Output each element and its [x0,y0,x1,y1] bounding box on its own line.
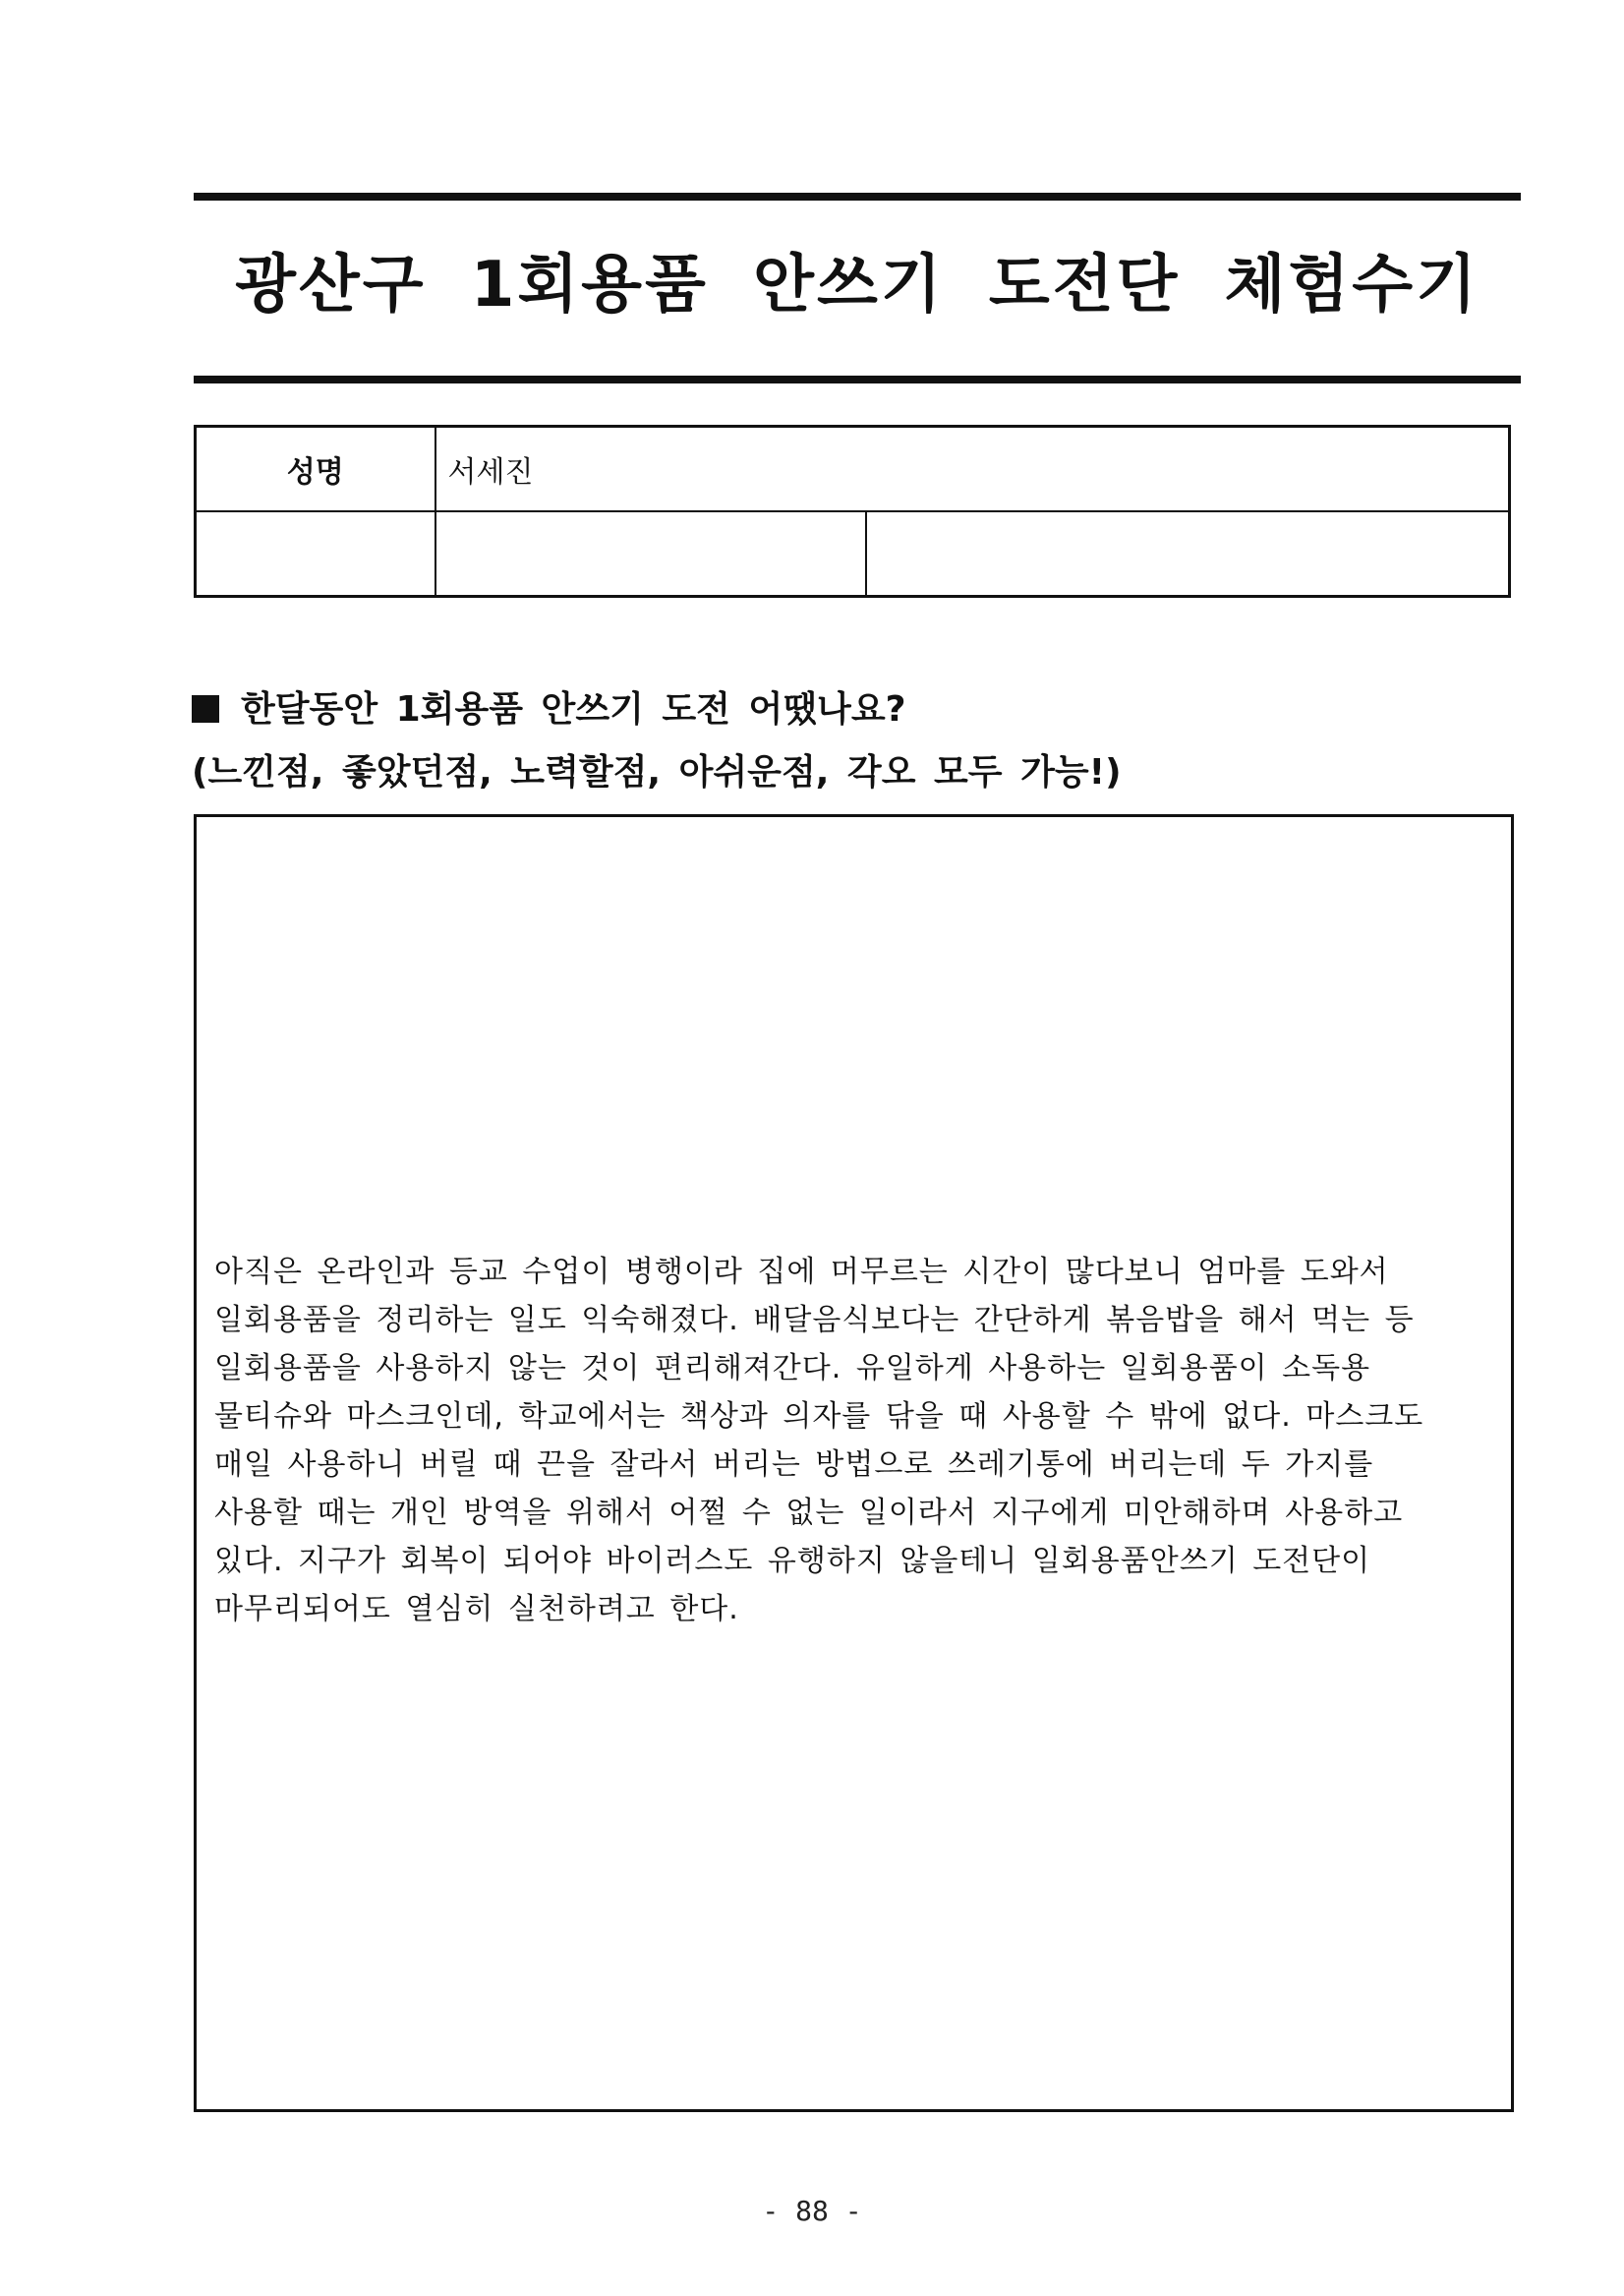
answer-line: 일회용품을 사용하지 않는 것이 편리해져간다. 유일하게 사용하는 일회용품이 소독용 [214,1351,1371,1385]
name-value: 서세진 [435,427,1510,512]
answer-line: 아직은 온라인과 등교 수업이 병행이라 집에 머무르는 시간이 많다보니 엄마를 도와서 [214,1255,1389,1289]
answer-line: 일회용품을 정리하는 일도 익숙해졌다. 배달음식보다는 간단하게 볶음밥을 해서 먹는 등 [214,1303,1415,1337]
document-title: 광산구 1회용품 안쓰기 도전단 체험수기 [235,249,1479,322]
question-heading [192,678,1529,804]
answer-line: 매일 사용하니 버릴 때 끈을 잘라서 버리는 방법으로 쓰레기통에 버리는데 두 가지를 [214,1447,1374,1482]
page-number: - 88 - [762,2195,862,2227]
answer-box [194,814,1514,2112]
name-label: 성명 [196,427,435,512]
info-table [194,425,1511,598]
question-line-1 [192,678,1529,741]
title-top-rule [194,193,1521,201]
title-bottom-rule [194,376,1521,383]
empty-cell-2 [435,511,866,597]
answer-line: 사용할 때는 개인 방역을 위해서 어쩔 수 없는 일이라서 지구에게 미안해하며 사용하고 [214,1496,1404,1530]
square-bullet-icon [192,695,219,723]
empty-cell-3 [866,511,1510,597]
info-row-empty [196,511,1510,597]
empty-cell-1 [196,511,435,597]
answer-line: 있다. 지구가 회복이 되어야 바이러스도 유행하지 않을테니 일회용품안쓰기 도전단이 [214,1544,1371,1578]
question-line-1-text: 한달동안 1회용품 안쓰기 도전 어땠나요? [241,689,906,730]
answer-line: 물티슈와 마스크인데, 학교에서는 책상과 의자를 닦을 때 사용할 수 밖에 없다. 마스크도 [214,1399,1424,1434]
info-row-name [196,427,1510,512]
answer-line: 마무리되어도 열심히 실천하려고 한다. [214,1592,739,1626]
answer-text [214,1248,1492,1633]
question-line-2: (느낀점, 좋았던점, 노력할점, 아쉬운점, 각오 모두 가능!) [192,752,1122,793]
